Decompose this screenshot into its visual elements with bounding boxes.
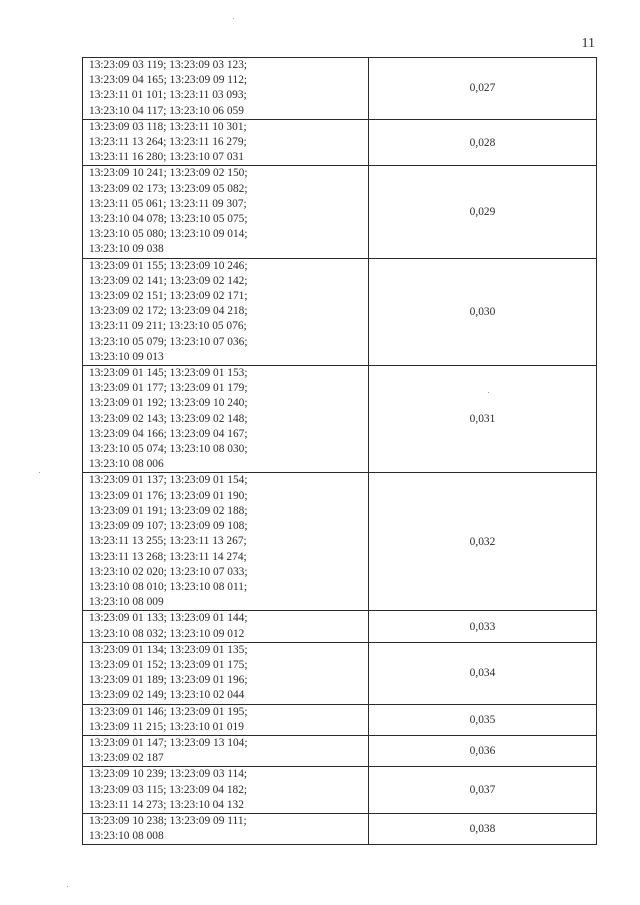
cadastral-numbers-cell xyxy=(83,258,369,365)
cadastral-numbers-cell xyxy=(83,611,369,642)
coefficient-value-cell: 0,038 xyxy=(369,813,597,844)
table-row xyxy=(83,642,597,704)
cadastral-number-line: 13:23:11 13 255; 13:23:11 13 267; xyxy=(89,535,247,548)
cadastral-number-line: 13:23:11 16 280; 13:23:10 07 031 xyxy=(89,151,244,164)
coefficient-value-cell: 0,031 xyxy=(369,366,597,473)
cadastral-number-line: 13:23:10 05 080; 13:23:10 09 014; xyxy=(89,228,248,241)
cadastral-number-line: 13:23:09 01 177; 13:23:09 01 179; xyxy=(89,382,248,395)
cadastral-number-line: 13:23:09 01 155; 13:23:09 10 246; xyxy=(89,259,248,272)
cadastral-number-line: 13:23:10 08 009 xyxy=(89,596,164,609)
cadastral-numbers-cell xyxy=(83,735,369,766)
cadastral-numbers-cell xyxy=(83,366,369,473)
cadastral-number-line: 13:23:09 01 133; 13:23:09 01 144; xyxy=(89,612,248,625)
cadastral-numbers-cell xyxy=(83,473,369,611)
cadastral-number-line: 13:23:09 04 166; 13:23:09 04 167; xyxy=(89,427,248,440)
table-row xyxy=(83,704,597,735)
page-number: 11 xyxy=(581,36,595,51)
cadastral-number-line: 13:23:10 09 038 xyxy=(89,243,164,256)
cadastral-number-line: 13:23:10 02 020; 13:23:10 07 033; xyxy=(89,565,248,578)
cadastral-number-line: 13:23:10 05 079; 13:23:10 07 036; xyxy=(89,335,248,348)
cadastral-number-line: 13:23:09 10 241; 13:23:09 02 150; xyxy=(89,167,248,180)
cadastral-numbers-cell xyxy=(83,119,369,166)
table-row xyxy=(83,366,597,473)
coefficient-value-cell: 0,027 xyxy=(369,58,597,120)
cadastral-number-line: 13:23:09 02 141; 13:23:09 02 142; xyxy=(89,274,248,287)
cadastral-value-table xyxy=(82,57,597,845)
cadastral-number-line: 13:23:11 13 264; 13:23:11 16 279; xyxy=(89,136,247,149)
cadastral-number-line: 13:23:10 05 074; 13:23:10 08 030; xyxy=(89,443,248,456)
cadastral-number-line: 13:23:09 04 165; 13:23:09 09 112; xyxy=(89,74,248,87)
cadastral-number-line: 13:23:09 11 215; 13:23:10 01 019 xyxy=(89,720,244,733)
scan-speck xyxy=(67,886,68,887)
table-row xyxy=(83,767,597,814)
table-row xyxy=(83,735,597,766)
table-row xyxy=(83,611,597,642)
cadastral-number-line: 13:23:10 08 006 xyxy=(89,458,164,471)
scan-speck xyxy=(39,472,40,473)
cadastral-number-line: 13:23:09 01 192; 13:23:09 10 240; xyxy=(89,397,248,410)
cadastral-number-line: 13:23:09 01 152; 13:23:09 01 175; xyxy=(89,658,248,671)
cadastral-number-line: 13:23:09 01 137; 13:23:09 01 154; xyxy=(89,474,248,487)
cadastral-number-line: 13:23:09 02 172; 13:23:09 04 218; xyxy=(89,305,248,318)
coefficient-value-cell: 0,034 xyxy=(369,642,597,704)
coefficient-value-cell: 0,033 xyxy=(369,611,597,642)
coefficient-value-cell: 0,036 xyxy=(369,735,597,766)
cadastral-number-line: 13:23:10 08 010; 13:23:10 08 011; xyxy=(89,580,248,593)
coefficient-value-cell: 0,029 xyxy=(369,166,597,258)
cadastral-number-line: 13:23:09 01 147; 13:23:09 13 104; xyxy=(89,736,248,749)
cadastral-number-line: 13:23:09 10 239; 13:23:09 03 114; xyxy=(89,768,248,781)
table-body xyxy=(83,58,597,845)
coefficient-value-cell: 0,028 xyxy=(369,119,597,166)
cadastral-number-line: 13:23:09 03 119; 13:23:09 03 123; xyxy=(89,59,248,71)
cadastral-number-line: 13:23:11 13 268; 13:23:11 14 274; xyxy=(89,550,247,563)
cadastral-number-line: 13:23:09 01 189; 13:23:09 01 196; xyxy=(89,674,248,687)
table-row xyxy=(83,58,597,120)
scan-speck xyxy=(488,392,489,393)
coefficient-value-cell: 0,032 xyxy=(369,473,597,611)
cadastral-number-line: 13:23:10 04 117; 13:23:10 06 059 xyxy=(89,104,244,117)
table-row xyxy=(83,473,597,611)
cadastral-number-line: 13:23:10 08 008 xyxy=(89,830,164,843)
cadastral-number-line: 13:23:09 01 146; 13:23:09 01 195; xyxy=(89,705,248,718)
cadastral-number-line: 13:23:09 01 134; 13:23:09 01 135; xyxy=(89,643,248,656)
table-row xyxy=(83,813,597,844)
cadastral-number-line: 13:23:09 02 143; 13:23:09 02 148; xyxy=(89,412,248,425)
cadastral-numbers-cell xyxy=(83,704,369,735)
cadastral-number-line: 13:23:09 02 173; 13:23:09 05 082; xyxy=(89,182,248,195)
cadastral-numbers-cell xyxy=(83,166,369,258)
scan-speck xyxy=(233,18,234,19)
cadastral-number-line: 13:23:09 09 107; 13:23:09 09 108; xyxy=(89,520,248,533)
table-row xyxy=(83,119,597,166)
cadastral-numbers-cell xyxy=(83,813,369,844)
cadastral-number-line: 13:23:10 09 013 xyxy=(89,350,164,363)
cadastral-numbers-cell xyxy=(83,58,369,120)
cadastral-number-line: 13:23:09 03 115; 13:23:09 04 182; xyxy=(89,783,248,796)
table-row xyxy=(83,166,597,258)
cadastral-number-line: 13:23:11 09 211; 13:23:10 05 076; xyxy=(89,320,247,333)
cadastral-number-line: 13:23:11 05 061; 13:23:11 09 307; xyxy=(89,197,247,210)
cadastral-number-line: 13:23:10 04 078; 13:23:10 05 075; xyxy=(89,213,248,226)
cadastral-number-line: 13:23:09 02 187 xyxy=(89,752,164,765)
cadastral-number-line: 13:23:11 14 273; 13:23:10 04 132 xyxy=(89,798,244,811)
coefficient-value-cell: 0,030 xyxy=(369,258,597,365)
cadastral-number-line: 13:23:09 01 176; 13:23:09 01 190; xyxy=(89,489,248,502)
cadastral-number-line: 13:23:10 08 032; 13:23:10 09 012 xyxy=(89,627,245,640)
coefficient-value-cell: 0,037 xyxy=(369,767,597,814)
cadastral-number-line: 13:23:09 02 149; 13:23:10 02 044 xyxy=(89,689,245,702)
cadastral-numbers-cell xyxy=(83,767,369,814)
cadastral-number-line: 13:23:09 02 151; 13:23:09 02 171; xyxy=(89,290,248,303)
cadastral-number-line: 13:23:09 10 238; 13:23:09 09 111; xyxy=(89,814,247,827)
cadastral-number-line: 13:23:09 03 118; 13:23:11 10 301; xyxy=(89,120,247,133)
cadastral-numbers-cell xyxy=(83,642,369,704)
cadastral-number-line: 13:23:09 01 191; 13:23:09 02 188; xyxy=(89,504,248,517)
table-row xyxy=(83,258,597,365)
coefficient-value-cell: 0,035 xyxy=(369,704,597,735)
cadastral-number-line: 13:23:11 01 101; 13:23:11 03 093; xyxy=(89,89,247,102)
cadastral-number-line: 13:23:09 01 145; 13:23:09 01 153; xyxy=(89,367,248,380)
